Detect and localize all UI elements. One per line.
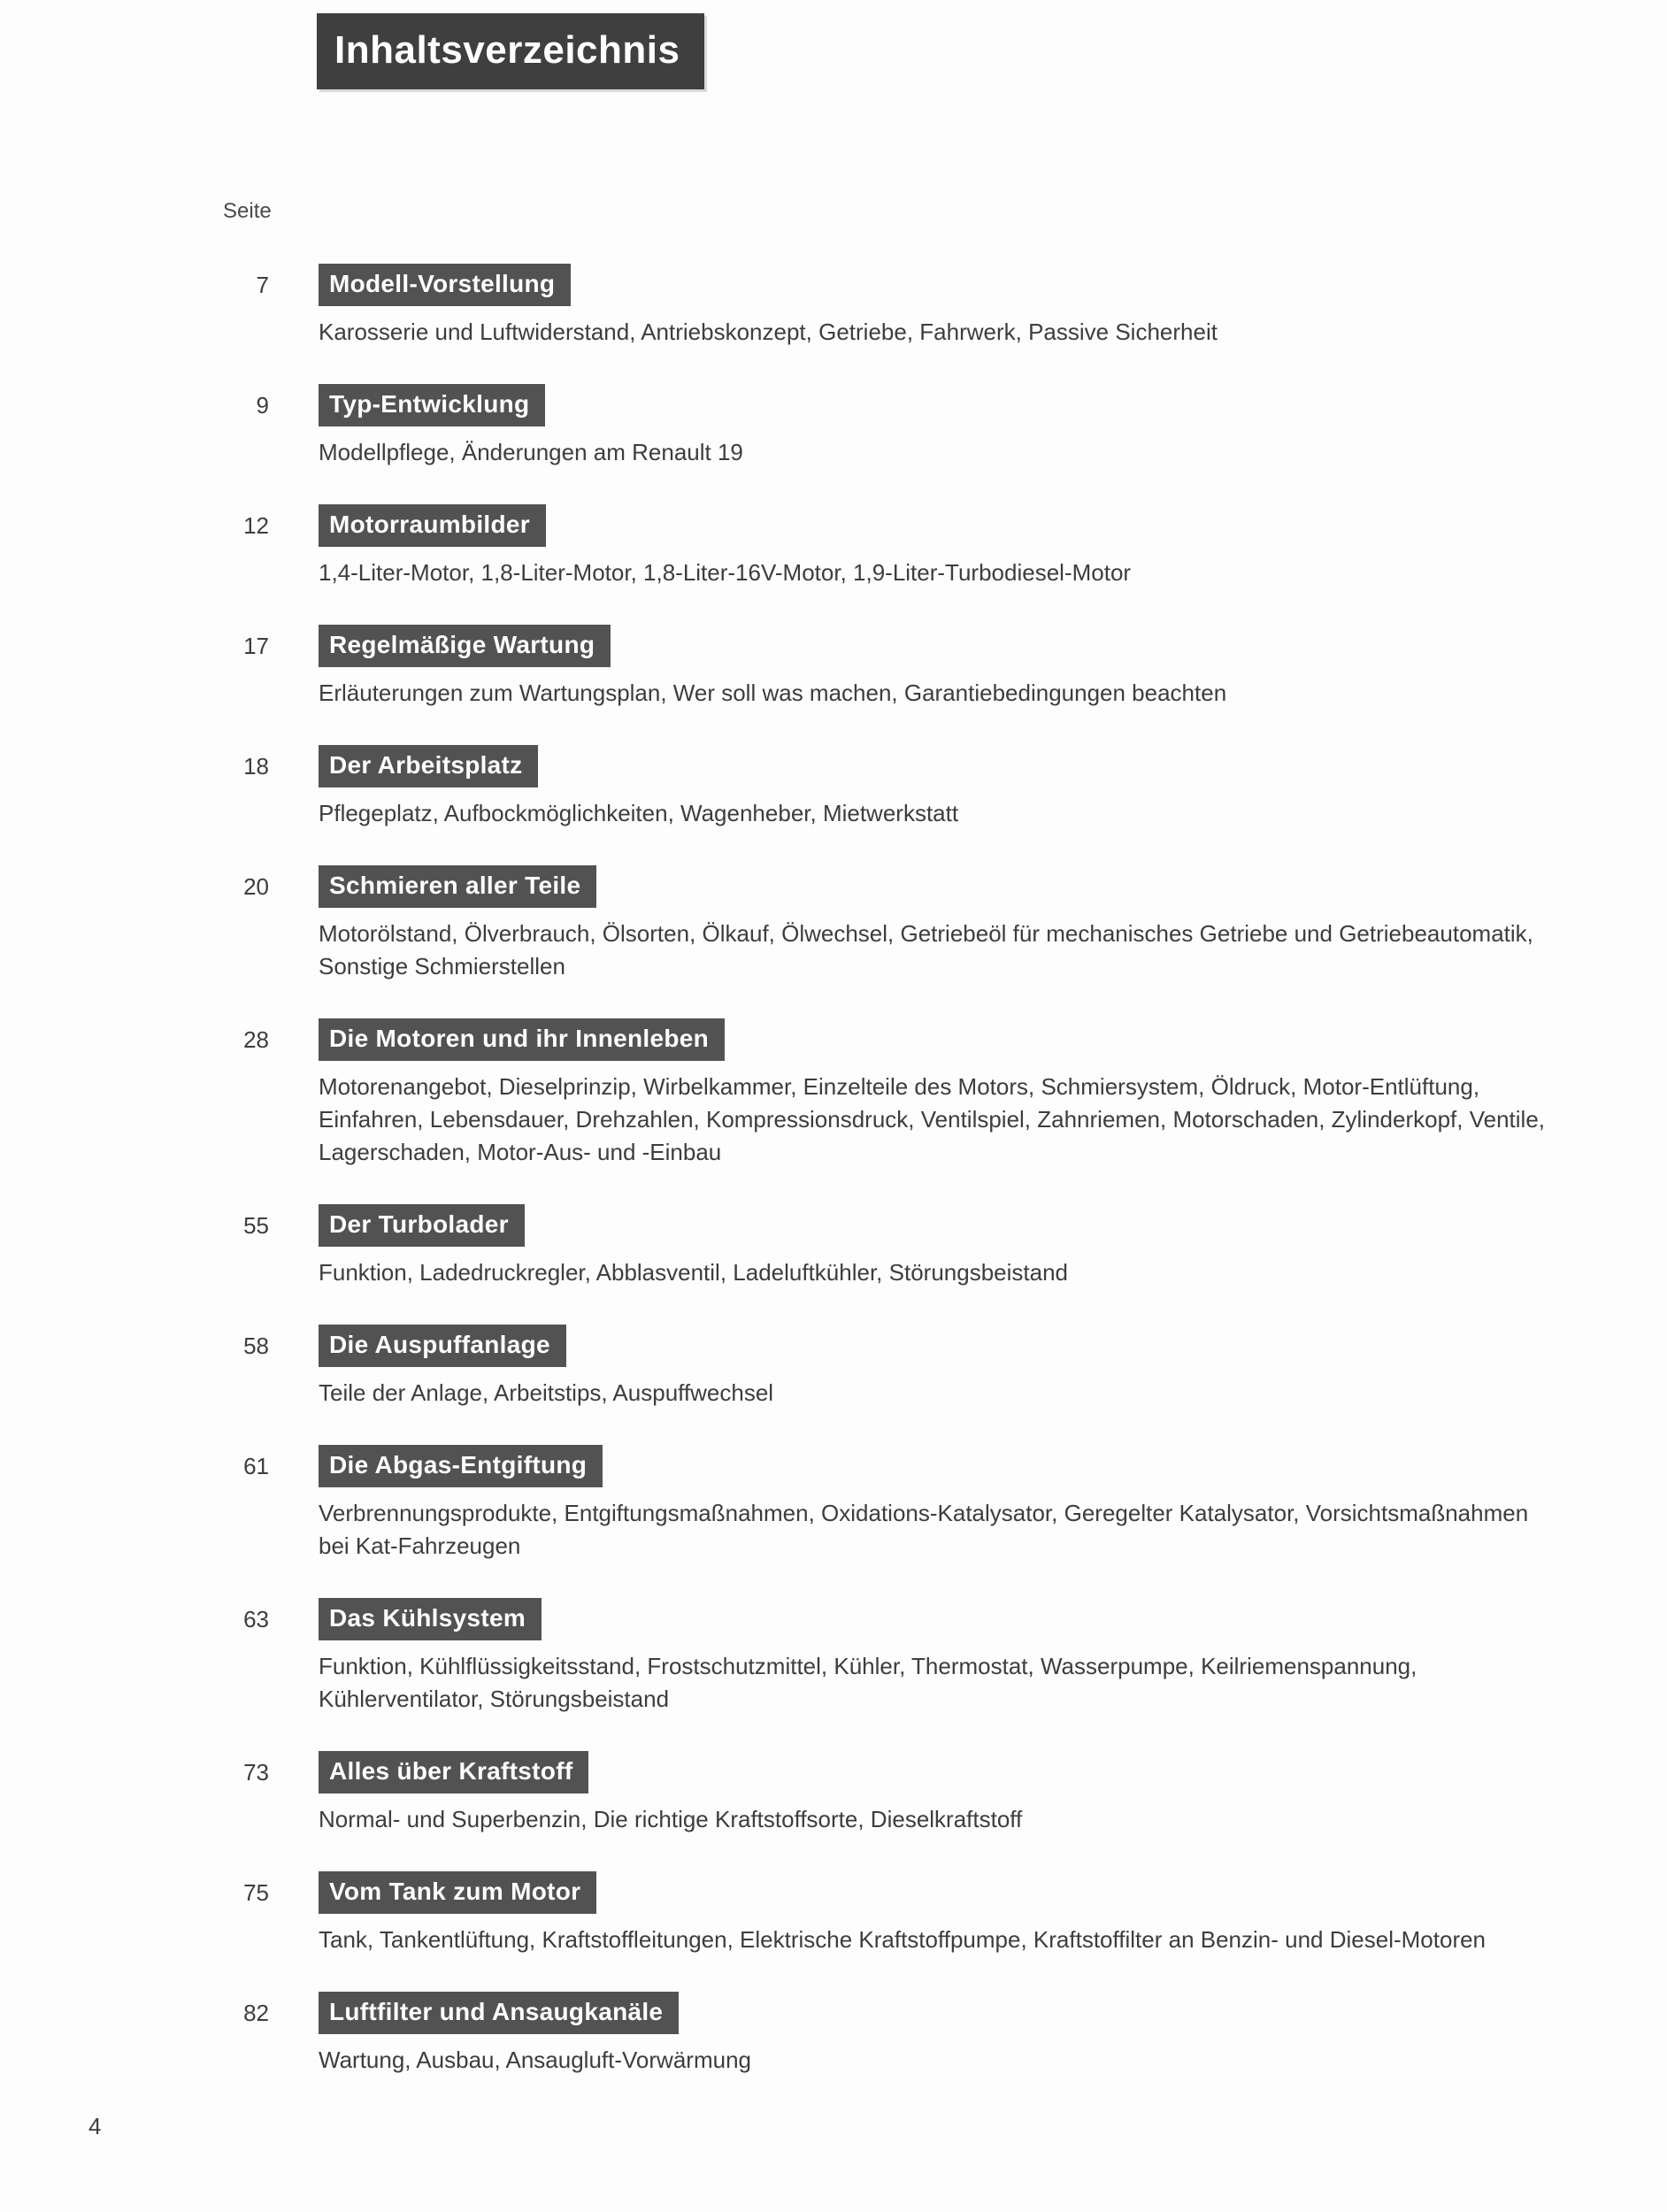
entry-description: Pflegeplatz, Aufbockmöglichkeiten, Wagenheber, Mietwerkstatt (319, 800, 959, 826)
toc-entry (0, 745, 1667, 830)
page-title: Inhaltsverzeichnis (334, 28, 680, 72)
entry-title: Modell-Vorstellung (329, 270, 556, 297)
entry-title: Der Arbeitsplatz (329, 751, 523, 779)
entry-page-number: 17 (243, 633, 269, 659)
toc-entry (0, 264, 1667, 349)
entry-page-number: 73 (243, 1759, 269, 1786)
entry-title-box (319, 1325, 566, 1367)
entry-title-box (319, 1871, 596, 1914)
entry-title: Regelmäßige Wartung (329, 631, 595, 658)
toc-entry (0, 1325, 1667, 1409)
entry-title: Das Kühlsystem (329, 1604, 526, 1632)
entry-body (319, 504, 1557, 589)
entry-body (319, 1751, 1557, 1836)
entry-page-number: 75 (243, 1879, 269, 1906)
entry-description: Motorölstand, Ölverbrauch, Ölsorten, Ölkauf, Ölwechsel, Getriebeöl für mechanisches Getriebe und Getriebeautomatik, Sonstige Schmierstellen (319, 920, 1533, 979)
entry-description: Motorenangebot, Dieselprinzip, Wirbelkammer, Einzelteile des Motors, Schmiersystem, Öldruck, Motor-Entlüftung, Einfahren, Lebensdauer, Drehzahlen, Kompressionsdruck, Ventilspiel, Zahnriemen, Motorschaden, Zylinderkopf, Ventile, Lagerschaden, Motor-Aus- und -Einbau (319, 1073, 1545, 1165)
entry-body (319, 1992, 1557, 2077)
entry-title: Alles über Kraftstoff (329, 1757, 573, 1785)
entry-description: Erläuterungen zum Wartungsplan, Wer soll was machen, Garantiebedingungen beachten (319, 680, 1227, 706)
entry-body (319, 384, 1557, 469)
entry-title: Luftfilter und Ansaugkanäle (329, 1998, 664, 2025)
entry-title-box (319, 1018, 725, 1061)
entry-title-box (319, 1445, 603, 1487)
entry-page-number: 63 (243, 1606, 269, 1632)
entry-title-box (319, 1751, 588, 1793)
entry-description: Tank, Tankentlüftung, Kraftstoffleitungen, Elektrische Kraftstoffpumpe, Kraftstoffilter an Benzin- und Diesel-Motoren (319, 1926, 1486, 1953)
entry-description: Normal- und Superbenzin, Die richtige Kraftstoffsorte, Dieselkraftstoff (319, 1806, 1023, 1832)
entry-body (319, 264, 1557, 349)
entry-title-box (319, 625, 611, 667)
entry-title-box (319, 1204, 525, 1247)
toc-entry (0, 1992, 1667, 2077)
entry-page-number: 18 (243, 753, 269, 780)
toc-list (0, 264, 1667, 2112)
toc-entry (0, 1445, 1667, 1563)
entry-title: Der Turbolader (329, 1210, 509, 1238)
entry-title: Vom Tank zum Motor (329, 1878, 581, 1905)
entry-body (319, 1445, 1557, 1563)
entry-title-box (319, 264, 571, 306)
page-folio-number: 4 (88, 2113, 102, 2139)
entry-title-box (319, 865, 596, 908)
entry-body (319, 745, 1557, 830)
entry-page-number: 58 (243, 1333, 269, 1359)
entry-body (319, 1871, 1557, 1956)
entry-page-number: 20 (243, 873, 269, 900)
entry-body (319, 1598, 1557, 1716)
entry-title-box (319, 504, 546, 547)
seite-column-label: Seite (223, 199, 272, 223)
toc-entry (0, 1871, 1667, 1956)
entry-description: Karosserie und Luftwiderstand, Antriebskonzept, Getriebe, Fahrwerk, Passive Sicherheit (319, 319, 1218, 345)
entry-description: Funktion, Kühlflüssigkeitsstand, Frostschutzmittel, Kühler, Thermostat, Wasserpumpe, Keilriemenspannung, Kühlerventilator, Störungsbeistand (319, 1653, 1417, 1712)
entry-body (319, 1018, 1557, 1169)
page-header (317, 13, 704, 89)
entry-description: Wartung, Ausbau, Ansaugluft-Vorwärmung (319, 2047, 751, 2073)
entry-body (319, 1325, 1557, 1409)
entry-page-number: 7 (256, 272, 269, 298)
toc-entry (0, 1204, 1667, 1289)
entry-page-number: 12 (243, 512, 269, 539)
entry-description: Funktion, Ladedruckregler, Abblasventil, Ladeluftkühler, Störungsbeistand (319, 1259, 1068, 1286)
entry-body (319, 625, 1557, 710)
entry-body (319, 865, 1557, 983)
entry-title: Schmieren aller Teile (329, 872, 581, 899)
entry-title-box (319, 745, 538, 787)
entry-page-number: 82 (243, 2000, 269, 2026)
toc-entry (0, 865, 1667, 983)
entry-title-box (319, 1598, 542, 1640)
toc-entry (0, 384, 1667, 469)
entry-page-number: 55 (243, 1212, 269, 1239)
toc-entry (0, 1598, 1667, 1716)
toc-entry (0, 504, 1667, 589)
entry-page-number: 28 (243, 1026, 269, 1053)
entry-title-box (319, 1992, 679, 2034)
entry-description: 1,4-Liter-Motor, 1,8-Liter-Motor, 1,8-Liter-16V-Motor, 1,9-Liter-Turbodiesel-Motor (319, 559, 1132, 586)
entry-body (319, 1204, 1557, 1289)
entry-description: Modellpflege, Änderungen am Renault 19 (319, 439, 743, 465)
entry-title: Die Motoren und ihr Innenleben (329, 1025, 709, 1052)
entry-page-number: 9 (256, 392, 269, 419)
toc-entry (0, 1018, 1667, 1169)
toc-entry (0, 625, 1667, 710)
entry-title: Die Abgas-Entgiftung (329, 1451, 588, 1479)
entry-page-number: 61 (243, 1453, 269, 1479)
entry-description: Verbrennungsprodukte, Entgiftungsmaßnahmen, Oxidations-Katalysator, Geregelter Katalysator, Vorsichtsmaßnahmen bei Kat-Fahrzeugen (319, 1500, 1529, 1559)
entry-title: Motorraumbilder (329, 511, 530, 538)
toc-entry (0, 1751, 1667, 1836)
entry-title: Typ-Entwicklung (329, 390, 530, 418)
entry-title: Die Auspuffanlage (329, 1331, 550, 1358)
entry-description: Teile der Anlage, Arbeitstips, Auspuffwechsel (319, 1379, 774, 1406)
entry-title-box (319, 384, 545, 426)
